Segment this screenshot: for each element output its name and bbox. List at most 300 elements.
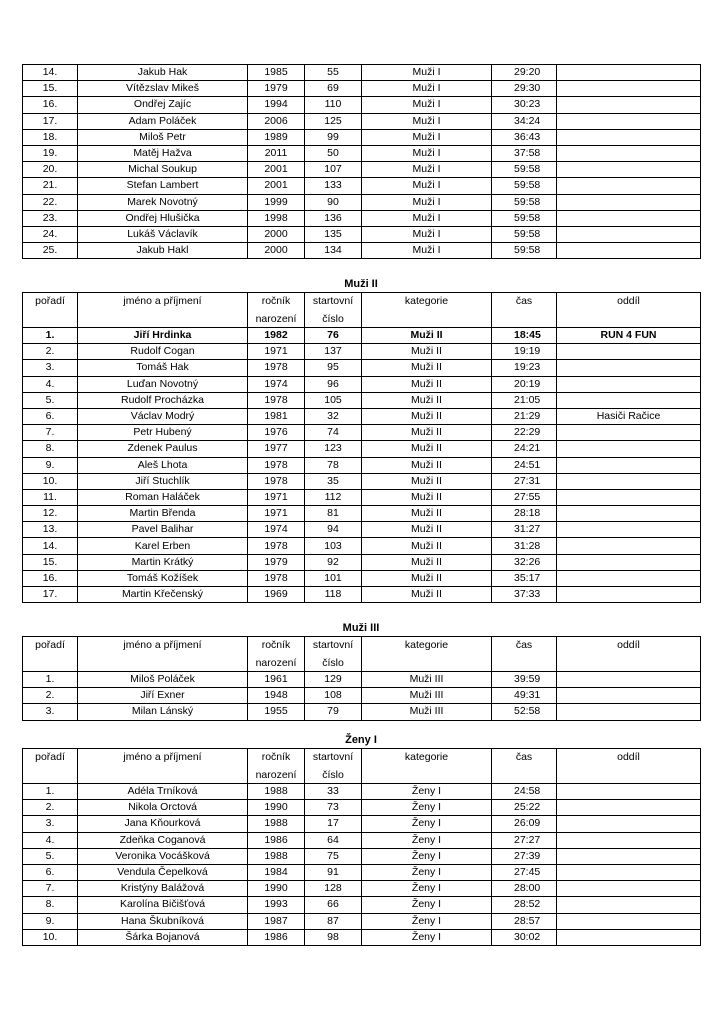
category-cell: Muži II (362, 538, 492, 554)
table-row (23, 81, 701, 97)
start-number-cell: 50 (305, 145, 362, 161)
table-row (23, 113, 701, 129)
header-start-number: startovní (305, 749, 362, 768)
year-cell: 1971 (248, 344, 305, 360)
header-start-number: startovní (305, 293, 362, 312)
category-cell: Muži I (362, 226, 492, 242)
time-cell: 59:58 (492, 243, 557, 259)
year-cell: 1993 (248, 897, 305, 913)
start-number-cell: 135 (305, 226, 362, 242)
start-number-cell: 99 (305, 129, 362, 145)
year-cell: 1986 (248, 832, 305, 848)
start-number-cell: 17 (305, 816, 362, 832)
table-row (23, 489, 701, 505)
year-cell: 1974 (248, 522, 305, 538)
year-cell: 1978 (248, 538, 305, 554)
name-cell: Jiří Hrdinka (78, 328, 248, 344)
category-cell: Muži I (362, 65, 492, 81)
table-row (23, 376, 701, 392)
start-number-cell: 78 (305, 457, 362, 473)
rank-cell: 23. (23, 210, 78, 226)
rank-cell: 1. (23, 784, 78, 800)
rank-cell: 21. (23, 178, 78, 194)
name-cell: Miloš Poláček (78, 672, 248, 688)
category-cell: Ženy I (362, 848, 492, 864)
start-number-cell: 90 (305, 194, 362, 210)
header-year: ročník (248, 749, 305, 768)
header-name: jméno a příjmení (78, 293, 248, 312)
year-cell: 1978 (248, 473, 305, 489)
rank-cell: 22. (23, 194, 78, 210)
start-number-cell: 87 (305, 913, 362, 929)
category-cell: Ženy I (362, 784, 492, 800)
header-club: oddíl (557, 293, 701, 312)
time-cell: 30:02 (492, 929, 557, 945)
start-number-cell: 128 (305, 881, 362, 897)
header-start-number-cont: číslo (305, 655, 362, 672)
year-cell: 1978 (248, 392, 305, 408)
table-row (23, 570, 701, 586)
header-category: kategorie (362, 637, 492, 656)
name-cell: Karel Erben (78, 538, 248, 554)
club-cell (557, 570, 701, 586)
start-number-cell: 73 (305, 800, 362, 816)
section-title: Ženy I (345, 734, 377, 746)
year-cell: 1981 (248, 408, 305, 424)
table-row (23, 832, 701, 848)
start-number-cell: 123 (305, 441, 362, 457)
year-cell: 1974 (248, 376, 305, 392)
category-cell: Muži III (362, 672, 492, 688)
start-number-cell: 105 (305, 392, 362, 408)
time-cell: 59:58 (492, 178, 557, 194)
header-club-cont (557, 311, 701, 328)
club-cell (557, 506, 701, 522)
category-cell: Muži III (362, 688, 492, 704)
year-cell: 1990 (248, 800, 305, 816)
rank-cell: 17. (23, 587, 78, 603)
year-cell: 1994 (248, 97, 305, 113)
name-cell: Ondřej Zajíc (78, 97, 248, 113)
time-cell: 59:58 (492, 162, 557, 178)
year-cell: 1990 (248, 881, 305, 897)
name-cell: Jiří Stuchlík (78, 473, 248, 489)
year-cell: 1961 (248, 672, 305, 688)
category-cell: Muži II (362, 457, 492, 473)
table-row (23, 897, 701, 913)
rank-cell: 16. (23, 570, 78, 586)
club-cell (557, 864, 701, 880)
time-cell: 39:59 (492, 672, 557, 688)
table-row (23, 392, 701, 408)
category-cell: Muži I (362, 81, 492, 97)
time-cell: 29:30 (492, 81, 557, 97)
rank-cell: 3. (23, 360, 78, 376)
header-start-number: startovní (305, 637, 362, 656)
start-number-cell: 32 (305, 408, 362, 424)
rank-cell: 2. (23, 344, 78, 360)
table-row (23, 800, 701, 816)
category-cell: Muži II (362, 587, 492, 603)
club-cell (557, 848, 701, 864)
category-cell: Ženy I (362, 816, 492, 832)
start-number-cell: 74 (305, 425, 362, 441)
table-row (23, 226, 701, 242)
header-category: kategorie (362, 749, 492, 768)
header-start-number-cont: číslo (305, 767, 362, 784)
start-number-cell: 125 (305, 113, 362, 129)
rank-cell: 17. (23, 113, 78, 129)
year-cell: 2000 (248, 226, 305, 242)
time-cell: 34:24 (492, 113, 557, 129)
table-row (23, 506, 701, 522)
year-cell: 1971 (248, 489, 305, 505)
rank-cell: 8. (23, 897, 78, 913)
name-cell: Luďan Novotný (78, 376, 248, 392)
club-cell (557, 145, 701, 161)
category-cell: Ženy I (362, 929, 492, 945)
category-cell: Ženy I (362, 913, 492, 929)
start-number-cell: 101 (305, 570, 362, 586)
rank-cell: 3. (23, 704, 78, 720)
category-cell: Muži II (362, 360, 492, 376)
time-cell: 22:29 (492, 425, 557, 441)
club-cell (557, 65, 701, 81)
start-number-cell: 95 (305, 360, 362, 376)
name-cell: Zdeňka Coganová (78, 832, 248, 848)
category-cell: Ženy I (362, 881, 492, 897)
rank-cell: 4. (23, 376, 78, 392)
table-row (23, 344, 701, 360)
club-cell (557, 816, 701, 832)
time-cell: 18:45 (492, 328, 557, 344)
time-cell: 27:55 (492, 489, 557, 505)
club-cell (557, 489, 701, 505)
club-cell (557, 704, 701, 720)
category-cell: Muži I (362, 145, 492, 161)
rank-cell: 24. (23, 226, 78, 242)
header-name-cont (78, 311, 248, 328)
rank-cell: 3. (23, 816, 78, 832)
name-cell: Jiří Exner (78, 688, 248, 704)
time-cell: 59:58 (492, 210, 557, 226)
category-cell: Muži II (362, 570, 492, 586)
name-cell: Vendula Čepelková (78, 864, 248, 880)
time-cell: 32:26 (492, 554, 557, 570)
name-cell: Ondřej Hlušička (78, 210, 248, 226)
club-cell (557, 425, 701, 441)
table-row (23, 457, 701, 473)
table-header-row (23, 749, 701, 768)
club-cell: Hasiči Račice (557, 408, 701, 424)
rank-cell: 10. (23, 473, 78, 489)
name-cell: Václav Modrý (78, 408, 248, 424)
category-cell: Muži I (362, 243, 492, 259)
year-cell: 2000 (248, 243, 305, 259)
club-cell (557, 688, 701, 704)
club-cell (557, 913, 701, 929)
name-cell: Rudolf Procházka (78, 392, 248, 408)
table-row (23, 816, 701, 832)
rank-cell: 9. (23, 913, 78, 929)
club-cell (557, 554, 701, 570)
name-cell: Vítězslav Mikeš (78, 81, 248, 97)
start-number-cell: 94 (305, 522, 362, 538)
time-cell: 36:43 (492, 129, 557, 145)
start-number-cell: 91 (305, 864, 362, 880)
results-table (22, 748, 701, 946)
category-cell: Muži I (362, 178, 492, 194)
time-cell: 29:20 (492, 65, 557, 81)
year-cell: 1989 (248, 129, 305, 145)
table-row (23, 360, 701, 376)
table-row (23, 913, 701, 929)
start-number-cell: 79 (305, 704, 362, 720)
name-cell: Nikola Orctová (78, 800, 248, 816)
time-cell: 24:21 (492, 441, 557, 457)
table-row (23, 704, 701, 720)
table-row (23, 243, 701, 259)
header-rank: pořadí (23, 637, 78, 656)
table-row (23, 178, 701, 194)
rank-cell: 6. (23, 864, 78, 880)
start-number-cell: 137 (305, 344, 362, 360)
table-row (23, 129, 701, 145)
start-number-cell: 98 (305, 929, 362, 945)
category-cell: Muži II (362, 425, 492, 441)
name-cell: Rudolf Cogan (78, 344, 248, 360)
name-cell: Martin Břenda (78, 506, 248, 522)
header-club: oddíl (557, 749, 701, 768)
name-cell: Karolína Bičišťová (78, 897, 248, 913)
name-cell: Martin Křečenský (78, 587, 248, 603)
time-cell: 19:23 (492, 360, 557, 376)
rank-cell: 2. (23, 800, 78, 816)
year-cell: 1987 (248, 913, 305, 929)
time-cell: 27:27 (492, 832, 557, 848)
club-cell (557, 538, 701, 554)
table-row (23, 408, 701, 424)
club-cell (557, 784, 701, 800)
category-cell: Muži II (362, 392, 492, 408)
start-number-cell: 118 (305, 587, 362, 603)
section-title: Muži III (342, 622, 380, 634)
start-number-cell: 110 (305, 97, 362, 113)
header-category-cont (362, 311, 492, 328)
results-table (22, 636, 701, 721)
time-cell: 19:19 (492, 344, 557, 360)
time-cell: 37:33 (492, 587, 557, 603)
category-cell: Muži II (362, 489, 492, 505)
time-cell: 24:51 (492, 457, 557, 473)
header-category-cont (362, 767, 492, 784)
results-table (22, 292, 701, 603)
header-name-cont (78, 655, 248, 672)
header-club: oddíl (557, 637, 701, 656)
club-cell (557, 473, 701, 489)
table-row (23, 538, 701, 554)
category-cell: Muži I (362, 162, 492, 178)
time-cell: 28:57 (492, 913, 557, 929)
table-row (23, 929, 701, 945)
club-cell (557, 522, 701, 538)
name-cell: Adéla Trníková (78, 784, 248, 800)
rank-cell: 18. (23, 129, 78, 145)
header-club-cont (557, 655, 701, 672)
club-cell (557, 113, 701, 129)
year-cell: 1978 (248, 570, 305, 586)
start-number-cell: 96 (305, 376, 362, 392)
table-row (23, 328, 701, 344)
header-year: ročník (248, 293, 305, 312)
rank-cell: 7. (23, 881, 78, 897)
time-cell: 26:09 (492, 816, 557, 832)
header-rank: pořadí (23, 749, 78, 768)
club-cell (557, 441, 701, 457)
year-cell: 1999 (248, 194, 305, 210)
year-cell: 1971 (248, 506, 305, 522)
year-cell: 1988 (248, 848, 305, 864)
start-number-cell: 35 (305, 473, 362, 489)
table-header-row (23, 637, 701, 656)
club-cell (557, 210, 701, 226)
header-rank: pořadí (23, 293, 78, 312)
header-time: čas (492, 749, 557, 768)
name-cell: Lukáš Václavík (78, 226, 248, 242)
club-cell (557, 344, 701, 360)
table-row (23, 522, 701, 538)
time-cell: 21:29 (492, 408, 557, 424)
table-row (23, 587, 701, 603)
year-cell: 1978 (248, 360, 305, 376)
name-cell: Michal Soukup (78, 162, 248, 178)
header-name: jméno a příjmení (78, 749, 248, 768)
section-title: Muži II (344, 278, 378, 290)
time-cell: 31:27 (492, 522, 557, 538)
club-cell (557, 587, 701, 603)
rank-cell: 14. (23, 65, 78, 81)
club-cell (557, 392, 701, 408)
club-cell (557, 162, 701, 178)
header-start-number-cont: číslo (305, 311, 362, 328)
table-row (23, 784, 701, 800)
year-cell: 1977 (248, 441, 305, 457)
year-cell: 1969 (248, 587, 305, 603)
header-name-cont (78, 767, 248, 784)
table-row (23, 97, 701, 113)
table-row (23, 688, 701, 704)
table-header-row (23, 311, 701, 328)
name-cell: Roman Haláček (78, 489, 248, 505)
category-cell: Muži II (362, 376, 492, 392)
start-number-cell: 81 (305, 506, 362, 522)
start-number-cell: 55 (305, 65, 362, 81)
name-cell: Tomáš Kožíšek (78, 570, 248, 586)
category-cell: Muži II (362, 522, 492, 538)
table-header-row (23, 767, 701, 784)
rank-cell: 20. (23, 162, 78, 178)
start-number-cell: 64 (305, 832, 362, 848)
time-cell: 27:31 (492, 473, 557, 489)
name-cell: Marek Novotný (78, 194, 248, 210)
category-cell: Muži II (362, 473, 492, 489)
rank-cell: 15. (23, 554, 78, 570)
club-cell (557, 832, 701, 848)
time-cell: 31:28 (492, 538, 557, 554)
header-category: kategorie (362, 293, 492, 312)
category-cell: Muži II (362, 441, 492, 457)
header-year: ročník (248, 637, 305, 656)
header-category-cont (362, 655, 492, 672)
rank-cell: 10. (23, 929, 78, 945)
year-cell: 2001 (248, 162, 305, 178)
header-time-cont (492, 767, 557, 784)
time-cell: 59:58 (492, 226, 557, 242)
year-cell: 1976 (248, 425, 305, 441)
table-row (23, 554, 701, 570)
start-number-cell: 107 (305, 162, 362, 178)
name-cell: Stefan Lambert (78, 178, 248, 194)
name-cell: Aleš Lhota (78, 457, 248, 473)
category-cell: Muži I (362, 210, 492, 226)
time-cell: 49:31 (492, 688, 557, 704)
club-cell (557, 929, 701, 945)
table-row (23, 425, 701, 441)
table-header-row (23, 655, 701, 672)
time-cell: 27:39 (492, 848, 557, 864)
header-time: čas (492, 637, 557, 656)
header-rank-cont (23, 311, 78, 328)
year-cell: 1979 (248, 81, 305, 97)
name-cell: Miloš Petr (78, 129, 248, 145)
category-cell: Muži II (362, 506, 492, 522)
table-row (23, 210, 701, 226)
time-cell: 27:45 (492, 864, 557, 880)
club-cell (557, 194, 701, 210)
table-row (23, 848, 701, 864)
header-rank-cont (23, 767, 78, 784)
rank-cell: 13. (23, 522, 78, 538)
name-cell: Tomáš Hak (78, 360, 248, 376)
time-cell: 25:22 (492, 800, 557, 816)
rank-cell: 7. (23, 425, 78, 441)
club-cell (557, 226, 701, 242)
time-cell: 35:17 (492, 570, 557, 586)
start-number-cell: 75 (305, 848, 362, 864)
table-row (23, 65, 701, 81)
start-number-cell: 112 (305, 489, 362, 505)
category-cell: Muži II (362, 408, 492, 424)
name-cell: Veronika Vocášková (78, 848, 248, 864)
start-number-cell: 66 (305, 897, 362, 913)
rank-cell: 1. (23, 328, 78, 344)
category-cell: Ženy I (362, 832, 492, 848)
year-cell: 1984 (248, 864, 305, 880)
category-cell: Muži I (362, 129, 492, 145)
table-row (23, 881, 701, 897)
name-cell: Matěj Hažva (78, 145, 248, 161)
club-cell (557, 881, 701, 897)
start-number-cell: 103 (305, 538, 362, 554)
category-cell: Muži III (362, 704, 492, 720)
category-cell: Ženy I (362, 864, 492, 880)
year-cell: 1955 (248, 704, 305, 720)
table-row (23, 672, 701, 688)
rank-cell: 12. (23, 506, 78, 522)
name-cell: Petr Hubený (78, 425, 248, 441)
name-cell: Adam Poláček (78, 113, 248, 129)
rank-cell: 5. (23, 848, 78, 864)
